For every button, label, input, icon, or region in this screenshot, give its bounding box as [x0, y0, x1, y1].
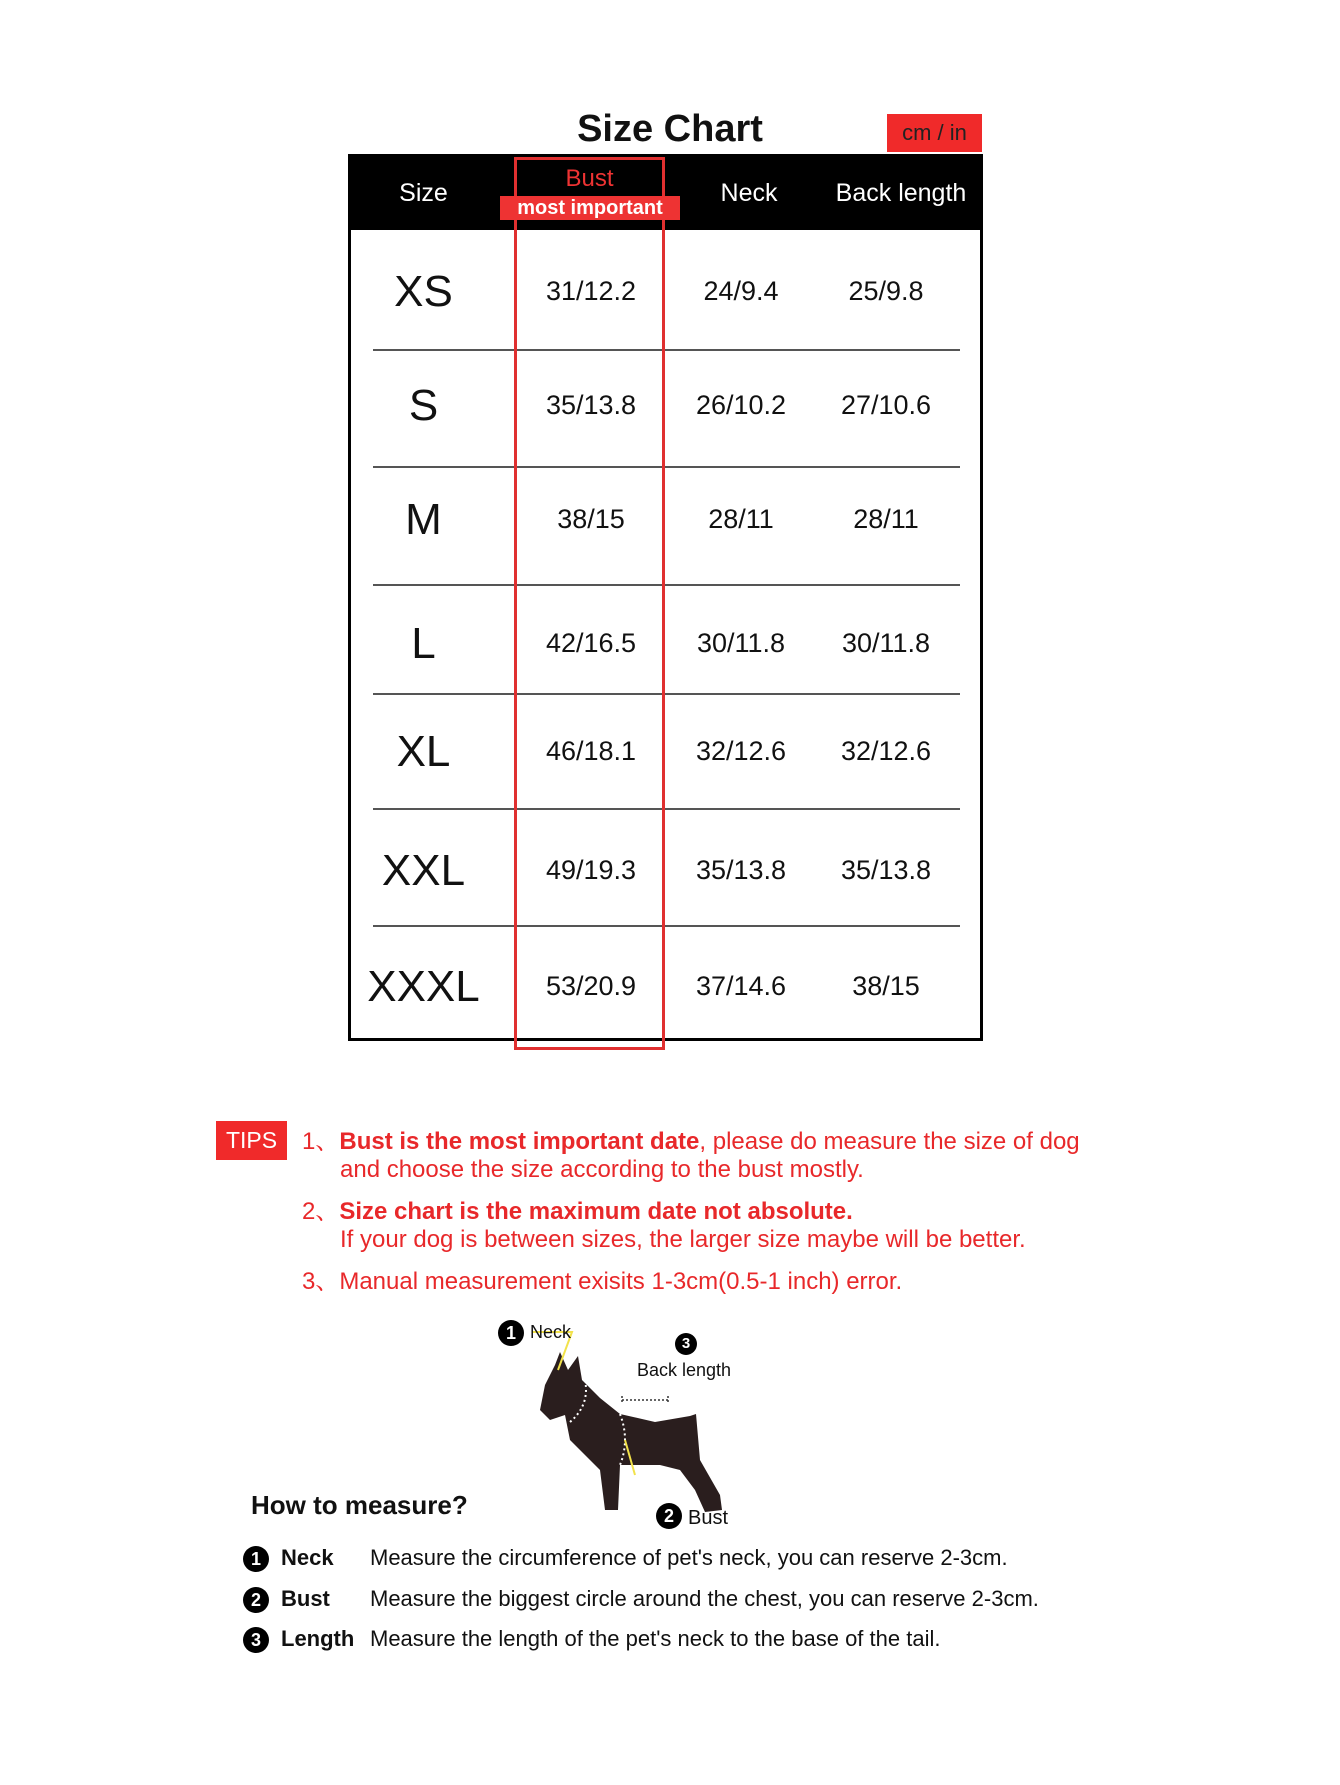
cell-size: M	[405, 495, 442, 544]
back-length-marker	[622, 1396, 668, 1404]
tip-3: 3、Manual measurement exisits 1-3cm(0.5-1 inch) error.	[302, 1268, 903, 1295]
tip-2	[302, 1191, 853, 1226]
tip-1-number: 1、	[302, 1128, 340, 1155]
tip-2-bold: Size chart is the maximum date not absolute.	[339, 1198, 853, 1225]
chart-title: Size Chart	[577, 108, 763, 150]
diagram-label-bust: Bust	[688, 1507, 729, 1529]
tips-badge: TIPS	[216, 1121, 287, 1160]
measure-number-2: 2	[243, 1587, 269, 1613]
row-divider	[373, 349, 960, 351]
cell-neck: 37/14.6	[695, 971, 787, 1001]
cell-size: XS	[394, 267, 453, 316]
tip-2-number: 2、	[302, 1198, 340, 1225]
measure-number-3: 3	[243, 1627, 269, 1653]
header-bust: Bust	[565, 165, 614, 192]
cell-size: L	[411, 619, 436, 668]
cell-bust: 31/12.2	[545, 276, 637, 306]
cell-back: 38/15	[852, 971, 920, 1001]
bust-highlight-box	[514, 157, 665, 1050]
unit-badge: cm / in	[887, 114, 982, 152]
tip-1-text: , please do measure the size of dog	[699, 1128, 1080, 1155]
header-back-length: Back length	[835, 179, 967, 207]
measure-description: Measure the circumference of pet's neck, you can reserve 2-3cm.	[370, 1545, 1008, 1570]
row-divider	[373, 466, 960, 468]
cell-bust: 35/13.8	[545, 390, 637, 420]
diagram-number-1: 1	[498, 1320, 524, 1346]
tip-2-line2: If your dog is between sizes, the larger size maybe will be better.	[340, 1226, 1026, 1253]
size-table	[348, 154, 983, 1041]
cell-size: XXL	[381, 846, 466, 895]
cell-back: 25/9.8	[848, 276, 924, 306]
cell-neck: 24/9.4	[703, 276, 779, 306]
measure-label: Bust	[281, 1586, 330, 1611]
diagram-number-3: 3	[675, 1333, 697, 1355]
tip-1	[302, 1121, 1080, 1156]
measure-number-1: 1	[243, 1546, 269, 1572]
header-neck: Neck	[720, 179, 778, 207]
cell-back: 32/12.6	[840, 736, 932, 766]
diagram-label-back-length: Back length	[637, 1360, 732, 1380]
cell-back: 35/13.8	[840, 855, 932, 885]
header-size: Size	[399, 179, 448, 207]
cell-back: 30/11.8	[841, 628, 931, 658]
cell-bust: 53/20.9	[545, 971, 637, 1001]
cell-neck: 26/10.2	[695, 390, 787, 420]
cell-size: XL	[396, 727, 451, 776]
row-divider	[373, 584, 960, 586]
diagram-number-2: 2	[656, 1503, 682, 1529]
cell-size: S	[408, 381, 439, 430]
cell-bust: 38/15	[557, 504, 625, 534]
measure-label: Neck	[281, 1545, 334, 1570]
cell-neck: 32/12.6	[695, 736, 787, 766]
row-divider	[373, 808, 960, 810]
cell-bust: 49/19.3	[545, 855, 637, 885]
measure-description: Measure the biggest circle around the chest, you can reserve 2-3cm.	[370, 1586, 1039, 1611]
measure-label: Length	[281, 1626, 355, 1651]
cell-back: 27/10.6	[840, 390, 932, 420]
cell-neck: 30/11.8	[696, 628, 786, 658]
diagram-label-neck: Neck	[530, 1322, 572, 1342]
row-divider	[373, 693, 960, 695]
cell-neck: 35/13.8	[695, 855, 787, 885]
tip-1-line2: and choose the size according to the bust mostly.	[340, 1156, 864, 1183]
cell-back: 28/11	[853, 504, 919, 534]
cell-bust: 46/18.1	[545, 736, 637, 766]
cell-size: XXXL	[367, 962, 480, 1011]
how-to-measure-title: How to measure?	[251, 1490, 468, 1520]
measure-description: Measure the length of the pet's neck to the base of the tail.	[370, 1626, 941, 1651]
bust-most-important-note: most important	[500, 196, 680, 220]
cell-neck: 28/11	[708, 504, 774, 534]
dog-measure-diagram	[490, 1310, 770, 1540]
tip-1-bold: Bust is the most important date	[339, 1128, 700, 1155]
cell-bust: 42/16.5	[545, 628, 637, 658]
row-divider	[373, 925, 960, 927]
